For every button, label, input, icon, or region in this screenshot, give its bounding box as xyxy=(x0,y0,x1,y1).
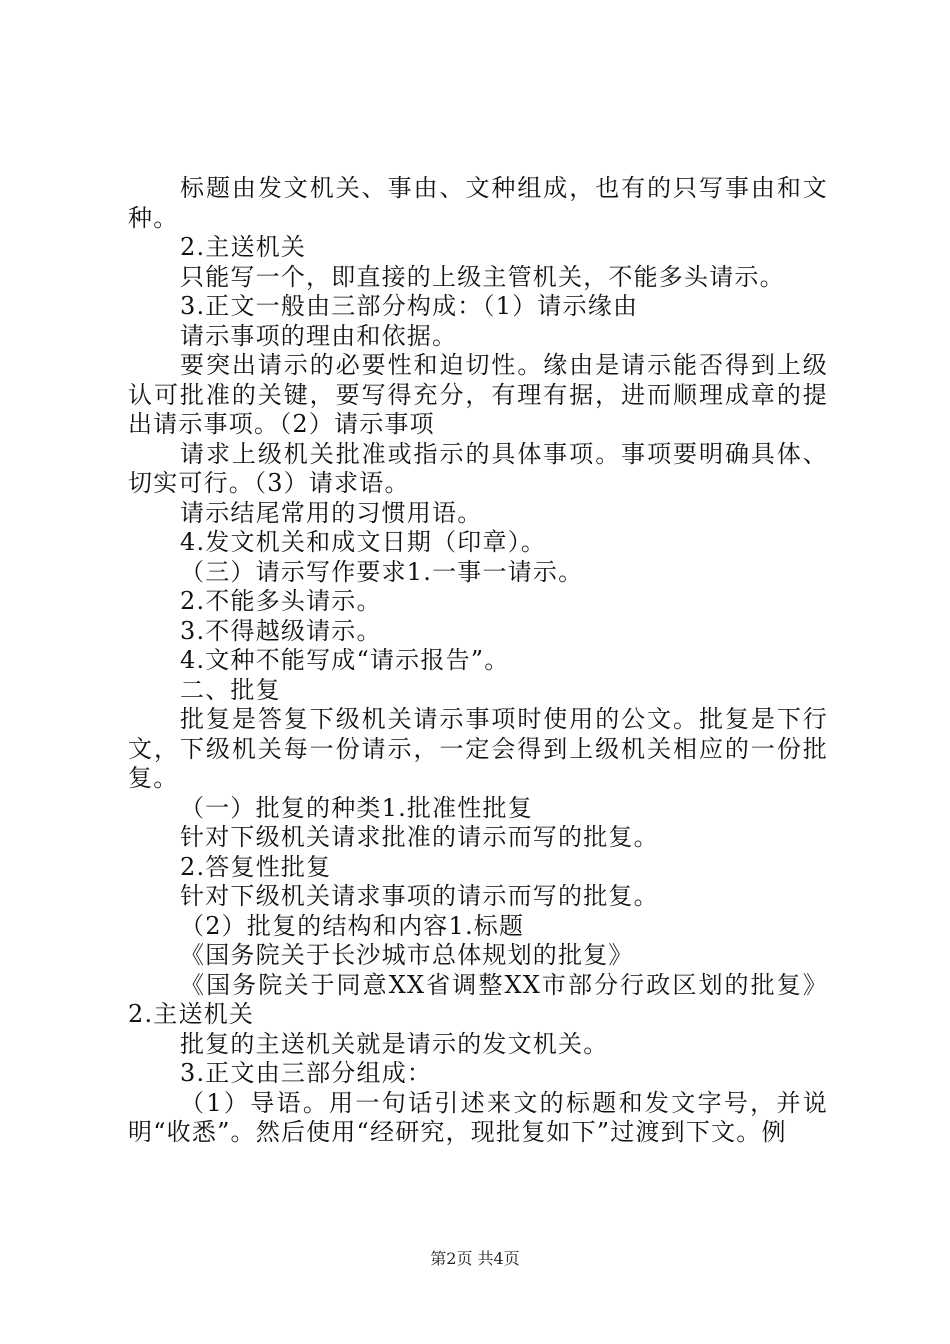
paragraph: 3.不得越级请示。 xyxy=(180,616,382,645)
paragraph: 请求上级机关批准或指示的具体事项。事项要明确具体、切实可行。（3）请求语。 xyxy=(128,439,828,497)
paragraph: 4.发文机关和成文日期（印章）。 xyxy=(180,528,547,556)
paragraph: 标题由发文机关、事由、文种组成，也有的只写事由和文种。 xyxy=(128,174,828,232)
page-number-footer: 第2页 共4页 xyxy=(430,1249,520,1268)
paragraph: 4.文种不能写成“请示报告”。 xyxy=(180,646,510,674)
paragraph: 请示事项的理由和依据。 xyxy=(180,321,458,350)
paragraph: 针对下级机关请求事项的请示而写的批复。 xyxy=(180,882,659,910)
paragraph: 2.主送机关 xyxy=(180,233,307,261)
paragraph: 针对下级机关请求批准的请示而写的批复。 xyxy=(180,823,659,851)
paragraph: 只能写一个，即直接的上级主管机关，不能多头请示。 xyxy=(180,262,785,291)
paragraph: （2）批复的结构和内容1.标题 xyxy=(180,911,525,940)
section-heading: 二、批复 xyxy=(180,675,281,704)
paragraph: 批复的主送机关就是请示的发文机关。 xyxy=(180,1029,609,1058)
paragraph: （三）请示写作要求1.一事一请示。 xyxy=(180,557,584,586)
paragraph: 3.正文由三部分组成： xyxy=(180,1059,433,1087)
paragraph: （1）导语。用一句话引述来文的标题和发文字号，并说明“收悉”。然后使用“经研究，现批复如下”过渡到下文。例 xyxy=(128,1088,828,1146)
paragraph: 《国务院关于同意XX省调整XX市部分行政区划的批复》2.主送机关 xyxy=(128,970,828,1028)
paragraph: 3.正文一般由三部分构成：（1）请示缘由 xyxy=(180,292,639,320)
paragraph: 批复是答复下级机关请示事项时使用的公文。批复是下行文，下级机关每一份请示，一定会得到上级机关相应的一份批复。 xyxy=(128,705,828,792)
paragraph: 请示结尾常用的习惯用语。 xyxy=(180,498,483,527)
document-body xyxy=(128,174,828,1148)
paragraph: 《国务院关于长沙城市总体规划的批复》 xyxy=(180,941,634,969)
paragraph: （一）批复的种类1.批准性批复 xyxy=(180,793,533,822)
paragraph: 要突出请示的必要性和迫切性。缘由是请示能否得到上级认可批准的关键，要写得充分，有理有据，进而顺理成章的提出请示事项。（2）请示事项 xyxy=(128,351,828,438)
paragraph: 2.答复性批复 xyxy=(180,852,332,881)
paragraph: 2.不能多头请示。 xyxy=(180,587,382,615)
